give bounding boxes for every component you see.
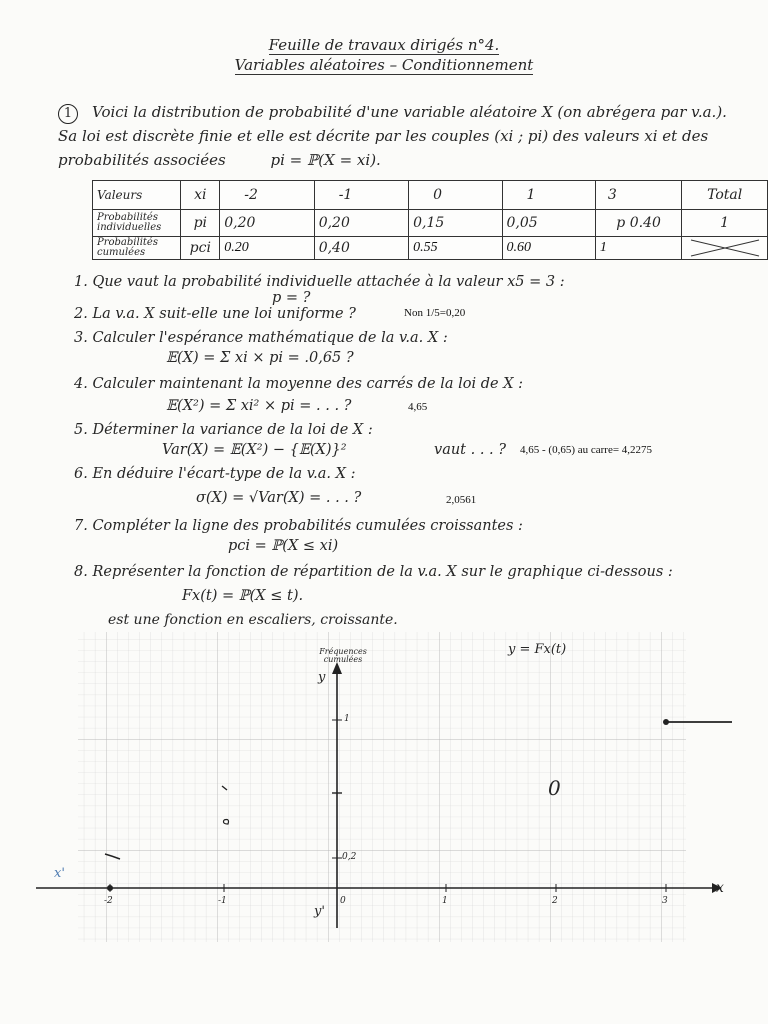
question-5-formula-tail: vaut . . . ? [434,442,507,458]
pci-cell: 0.55 [409,237,502,260]
exercise-number: 1 [58,104,78,124]
question-5: 5. Déterminer la variance de la loi de X : [74,422,373,438]
exercise-intro [58,100,738,172]
value-cell: 3 [595,181,681,210]
pi-cell: 0,20 [314,210,408,237]
answer-6: 2,0561 [446,494,477,506]
answer-8: est une fonction en escaliers, croissante. [108,612,398,628]
pi-cell: p 0.40 [595,210,681,237]
distribution-table [92,180,768,260]
x-axis-name: x [716,880,724,896]
value-cell: -1 [314,181,408,210]
graph-paper [0,628,768,948]
question-1: 1. Que vaut la probabilité individuelle attachée à la valeur x5 = 3 : [74,274,565,290]
row-symbol-pci: pci [181,237,220,260]
total-header: Total [682,181,768,210]
value-cell: -2 [220,181,314,210]
answer-2: Non 1/5=0,20 [404,307,466,319]
question-2: 2. La v.a. X suit-elle une loi uniforme ? [74,306,356,322]
row-symbol-values: xi [181,181,220,210]
intro-text: Voici la distribution de probabilité d'une variable aléatoire X (on abrégera par v.a.). Sa loi est discrète finie et elle est décrite par les couples (xi ; pi) des valeurs xi et des probabilités associées [58,103,727,169]
y-neg-name: y' [314,904,325,919]
pi-cell: 0,15 [409,210,502,237]
grid-area [78,632,686,942]
graph-ylabel: Fréquences cumulées [319,647,367,664]
table-row-values [93,181,768,210]
x-tick-label: -1 [218,896,227,906]
worksheet-subtitle: Variables aléatoires – Conditionnement [234,56,534,74]
pci-cell: 0.20 [220,237,314,260]
step-point [663,719,669,725]
graph-curve-label: y = Fx(t) [508,642,567,657]
question-4-formula: 𝔼(X²) = Σ xi² × pi = . . . ? [166,398,352,414]
question-8-formula: Fx(t) = ℙ(X ≤ t). [182,588,304,604]
x-tick-label: -2 [104,896,113,906]
scribble-mark: 0 [548,776,561,800]
question-6-formula: σ(X) = √Var(X) = . . . ? [196,490,362,506]
x-tick-label: 0 [340,896,346,906]
row-label-pi: Probabilités individuelles [93,210,181,237]
question-1-formula: p = ? [272,290,311,306]
pci-total-crossed [682,237,768,260]
question-3: 3. Calculer l'espérance mathématique de la v.a. X : [74,330,448,346]
row-label-pci: Probabilités cumulées [93,237,181,260]
y-tick-label: 1 [344,714,350,724]
pci-cell: 0.60 [502,237,595,260]
intro-formula: pi = ℙ(X = xi). [270,151,381,169]
table-row-pci [93,237,768,260]
question-3-formula: 𝔼(X) = Σ xi × pi = .0,65 ? [166,350,354,366]
question-5-formula: Var(X) = 𝔼(X²) − {𝔼(X)}² [162,442,347,458]
question-8: 8. Représenter la fonction de répartition de la v.a. X sur le graphique ci-dessous : [74,564,673,580]
pci-cell: 1 [595,237,681,260]
value-cell: 1 [502,181,595,210]
row-symbol-pi: pi [181,210,220,237]
pci-cell: 0,40 [314,237,408,260]
answer-4: 4,65 [408,401,428,413]
y-tick-label: 0,2 [342,852,357,862]
pi-cell: 0,05 [502,210,595,237]
y-axis-name: y [318,670,326,685]
pi-cell: 0,20 [220,210,314,237]
row-label-values: Valeurs [93,181,181,210]
question-7-formula: pci = ℙ(X ≤ xi) [228,538,339,554]
question-7: 7. Compléter la ligne des probabilités cumulées croissantes : [74,518,523,534]
table-row-pi [93,210,768,237]
x-neg-name: x' [54,866,65,881]
value-cell: 0 [409,181,502,210]
cross-out-mark [689,238,761,258]
question-6: 6. En déduire l'écart-type de la v.a. X : [74,466,356,482]
answer-5: 4,65 - (0,65) au carre= 4,2275 [520,444,653,456]
step-point [107,885,113,891]
worksheet-title: Feuille de travaux dirigés n°4. [268,36,500,54]
pi-total-cell: 1 [682,210,768,237]
x-tick-label: 2 [552,896,558,906]
x-tick-label: 1 [442,896,448,906]
x-tick-label: 3 [662,896,668,906]
question-4: 4. Calculer maintenant la moyenne des carrés de la loi de X : [74,376,524,392]
